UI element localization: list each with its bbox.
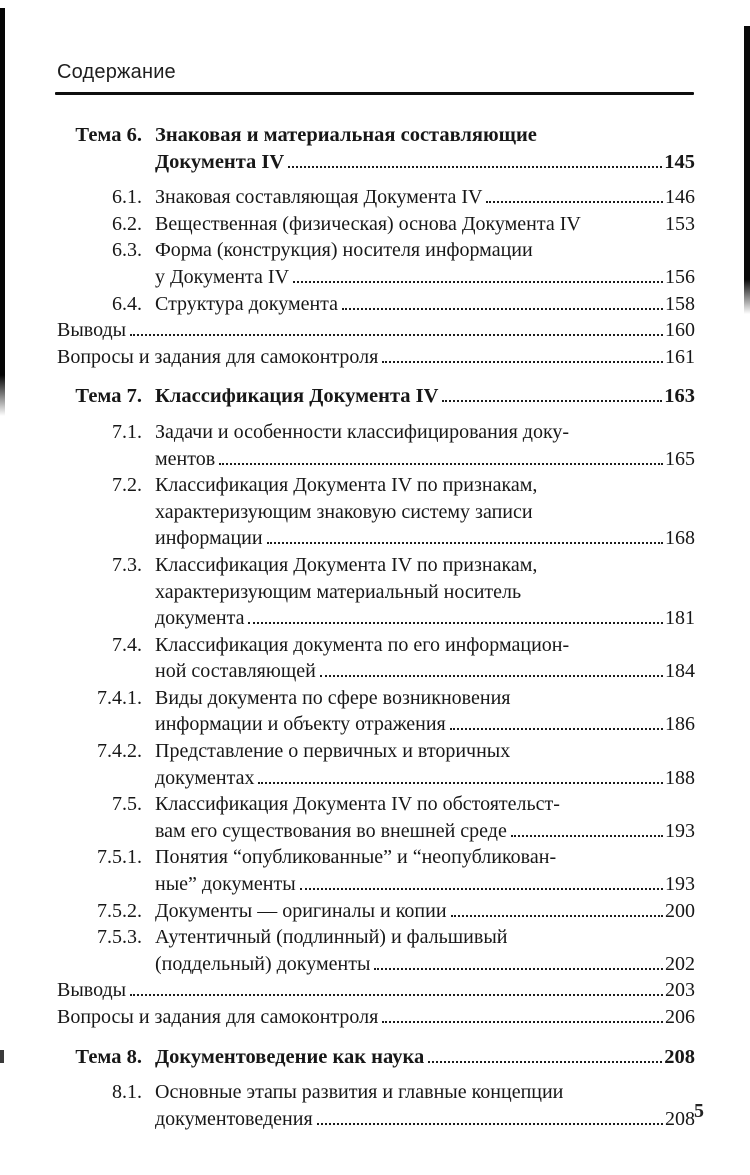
toc-entry-line: [155, 291, 695, 318]
toc-entry-label: 7.5.3.: [97, 926, 142, 949]
toc-entry-label: Тема 6.: [75, 124, 142, 146]
toc-entry-text: информации: [155, 527, 263, 550]
dot-leader: [451, 915, 663, 917]
toc-entry-text: Знаковая составляющая Документа IV: [155, 186, 483, 209]
toc-entry-line: [155, 122, 695, 149]
toc-entry-label: 7.4.1.: [97, 686, 142, 709]
toc-entry: [57, 1079, 695, 1132]
toc-entry-page: 146: [665, 186, 695, 209]
toc-entry: [57, 898, 695, 925]
toc-entry-line: [155, 924, 695, 951]
toc-entry-title: [155, 291, 695, 318]
dot-leader: [382, 361, 663, 363]
toc-entry-text: вам его существования во внешней среде: [155, 819, 507, 842]
toc-entry-line: [155, 818, 695, 845]
toc-entry-line: [155, 765, 695, 792]
dot-leader: [374, 968, 663, 970]
toc-entry-page: 202: [665, 952, 695, 975]
dot-leader: [130, 334, 663, 336]
toc-entry-line: [155, 844, 695, 871]
toc-entry-page: 200: [665, 899, 695, 922]
toc-entry-text: ные” документы: [155, 873, 296, 896]
toc-entry-label: 7.5.2.: [97, 899, 142, 922]
toc-entry: [57, 472, 695, 552]
toc-entry-text: Классификация Документа IV по признакам,: [155, 474, 538, 497]
toc-entry-page: 186: [665, 713, 695, 736]
toc-entry-line: [155, 791, 695, 818]
toc-entry: [57, 738, 695, 791]
toc-entry: [57, 383, 695, 410]
toc-entry-line: [155, 472, 695, 499]
toc-entry-text: документах: [155, 766, 255, 789]
toc-entry-text: характеризующим материальный носитель: [155, 580, 522, 603]
dot-leader: [511, 835, 663, 837]
toc-entry-text: Документа IV: [155, 150, 285, 173]
toc-entry-label: 8.1.: [112, 1081, 142, 1104]
toc-entry-title: [155, 1044, 695, 1071]
toc-entry-text: Вещественная (физическая) основа Документа IV: [155, 212, 581, 235]
toc-entry-title: [155, 791, 695, 844]
toc-entry-page: 165: [665, 447, 695, 470]
scan-edge-right-artifact: [744, 26, 750, 314]
toc-entry-line: [155, 499, 695, 526]
toc-entry-text: Классификация Документа IV по обстоятельст-: [155, 793, 560, 816]
toc-entry-text: (поддельный) документы: [155, 952, 371, 975]
toc-entry-title: [155, 184, 695, 211]
toc-entry-label: 7.4.2.: [97, 740, 142, 763]
toc-entry-text: ной составляющей: [155, 660, 316, 683]
toc-entry-title: [155, 924, 695, 977]
running-header: Содержание: [57, 61, 176, 83]
toc-entry: [57, 1044, 695, 1071]
toc-entry-line: [57, 344, 695, 371]
toc-entry-title: [155, 685, 695, 738]
toc-entry: [57, 419, 695, 472]
dot-leader: [248, 622, 663, 624]
toc-entry-text: Структура документа: [155, 292, 339, 315]
toc-entry-label: 7.1.: [112, 420, 142, 443]
toc-entry-text: Аутентичный (подлинный) и фальшивый: [155, 926, 508, 949]
toc-entry-page: 160: [665, 319, 695, 342]
toc-entry-line: [155, 149, 695, 176]
toc-entry-page: 193: [665, 819, 695, 842]
dot-leader: [300, 888, 663, 890]
dot-leader: [382, 1021, 663, 1023]
toc-entry-label: Тема 7.: [75, 385, 142, 408]
toc-entry-line: [155, 383, 695, 410]
toc-entry-text: документоведения: [155, 1107, 313, 1130]
toc-entry-page: 203: [665, 979, 695, 1002]
toc-entry-title: [155, 211, 695, 238]
toc-entry-title: [57, 1004, 695, 1031]
toc-entry-line: [57, 1004, 695, 1031]
toc-entry-text: ментов: [155, 447, 216, 470]
page-number: 5: [694, 1100, 704, 1122]
toc-entry-page: 206: [665, 1006, 695, 1028]
toc-entry-title: [57, 344, 695, 371]
dot-leader: [342, 308, 663, 310]
toc-entry: [57, 317, 695, 344]
toc-entry-text: Документоведение как наука: [155, 1045, 425, 1068]
toc-entry-page: 168: [665, 527, 695, 550]
toc-entry: [57, 791, 695, 844]
toc-entry-title: [155, 383, 695, 410]
dot-leader: [317, 1123, 663, 1125]
toc-entry: [57, 844, 695, 897]
toc-entry-line: [155, 211, 695, 238]
toc-entry-text: Вопросы и задания для самоконтроля: [57, 345, 379, 368]
toc-entry-page: 153: [665, 212, 695, 235]
toc-entry: [57, 237, 695, 290]
toc-entry-text: Знаковая и материальная составляющие: [155, 124, 537, 146]
toc-entry-line: [155, 632, 695, 659]
toc-entry-title: [155, 844, 695, 897]
toc-entry-text: Основные этапы развития и главные концепции: [155, 1081, 564, 1104]
toc-entry-line: [155, 685, 695, 712]
toc-entry-page: 158: [665, 292, 695, 315]
toc-entry-text: Классификация Документа IV: [155, 385, 439, 408]
toc-entry-text: Понятия “опубликованные” и “неопубликован-: [155, 846, 557, 869]
toc-entry-line: [155, 525, 695, 552]
toc-entry: [57, 924, 695, 977]
toc-entry: [57, 1004, 695, 1031]
dot-leader: [258, 782, 663, 784]
toc-entry-label: 6.3.: [112, 239, 142, 262]
toc-entry-title: [155, 738, 695, 791]
toc-entry-text: Задачи и особенности классифицирования доку-: [155, 420, 570, 443]
header-rule: [55, 92, 694, 95]
toc-entry-text: Выводы: [57, 979, 127, 1002]
toc-entry-page: 208: [665, 1107, 695, 1130]
toc-entry-title: [57, 317, 695, 344]
toc-entry: [57, 344, 695, 371]
toc-entry: [57, 211, 695, 238]
dot-leader: [288, 166, 662, 168]
toc-entry: [57, 552, 695, 632]
toc-entry-title: [155, 237, 695, 290]
toc-entry: [57, 685, 695, 738]
toc-entry-text: у Документа IV: [155, 265, 290, 288]
toc-entry-line: [155, 237, 695, 264]
toc-entry-title: [57, 977, 695, 1004]
toc-entry-line: [155, 871, 695, 898]
toc-entry-page: 208: [664, 1045, 695, 1068]
toc-entry-text: Классификация Документа IV по признакам,: [155, 553, 538, 576]
toc-entry-line: [155, 711, 695, 738]
toc-entry-page: 161: [665, 345, 695, 368]
toc-entry-page: 188: [665, 766, 695, 789]
toc-entry: [57, 122, 695, 175]
toc-entry-title: [155, 632, 695, 685]
toc-entry-label: 7.2.: [112, 474, 142, 497]
toc-entry-page: 181: [665, 607, 695, 630]
toc-entry-line: [155, 605, 695, 632]
dot-leader: [267, 542, 663, 544]
toc-entry-title: [155, 122, 695, 175]
dot-leader: [486, 201, 663, 203]
scan-edge-left-artifact: [0, 8, 5, 416]
dot-leader: [428, 1061, 662, 1063]
scan-edge-mark-artifact: [0, 1050, 4, 1063]
toc-entry: [57, 291, 695, 318]
toc-entry-line: [155, 579, 695, 606]
toc-entry-text: документа: [155, 607, 245, 630]
toc-entry-title: [155, 552, 695, 632]
toc-entry-text: информации и объекту отражения: [155, 713, 446, 736]
dot-leader: [450, 728, 663, 730]
toc-entry-title: [155, 419, 695, 472]
toc-entry-line: [155, 184, 695, 211]
toc-entry-label: 6.4.: [112, 292, 142, 315]
toc-entry-page: 163: [664, 385, 695, 408]
toc-entry-line: [155, 658, 695, 685]
toc-entry-label: 7.5.: [112, 793, 142, 816]
toc-entry-text: Классификация документа по его информацион-: [155, 633, 570, 656]
toc-entry-label: 7.4.: [112, 633, 142, 656]
toc-entry-title: [155, 898, 695, 925]
toc-entry-text: Вопросы и задания для самоконтроля: [57, 1006, 379, 1028]
toc-list: [57, 109, 695, 1132]
dot-leader: [320, 675, 663, 677]
toc-entry-line: [155, 1106, 695, 1133]
toc-entry-label: Тема 8.: [75, 1045, 142, 1068]
dot-leader: [442, 400, 662, 402]
toc-entry-line: [155, 419, 695, 446]
toc-entry-page: 145: [664, 150, 695, 173]
toc-entry-label: 7.3.: [112, 553, 142, 576]
toc-entry-line: [155, 552, 695, 579]
toc-entry-text: Представление о первичных и вторичных: [155, 740, 511, 763]
toc-entry-line: [155, 898, 695, 925]
toc-entry-label: 6.1.: [112, 186, 142, 209]
toc-entry: [57, 977, 695, 1004]
toc-entry-line: [57, 317, 695, 344]
toc-entry-line: [155, 951, 695, 978]
toc-entry: [57, 632, 695, 685]
toc-entry-text: Форма (конструкция) носителя информации: [155, 239, 533, 262]
toc-entry-page: 156: [665, 265, 695, 288]
dot-leader: [219, 463, 663, 465]
toc-entry-page: 184: [665, 660, 695, 683]
toc-entry-title: [155, 472, 695, 552]
toc-entry-line: [155, 738, 695, 765]
toc-entry-text: характеризующим знаковую систему записи: [155, 500, 533, 523]
toc-entry-text: Документы — оригиналы и копии: [155, 899, 447, 922]
toc-entry-title: [155, 1079, 695, 1132]
dot-leader: [293, 281, 663, 283]
toc-entry-page: 193: [665, 873, 695, 896]
toc-entry-line: [155, 1079, 695, 1106]
toc-entry-line: [155, 446, 695, 473]
toc-entry-line: [155, 1044, 695, 1071]
dot-leader: [130, 994, 663, 996]
toc-entry-line: [57, 977, 695, 1004]
toc-entry-label: 7.5.1.: [97, 846, 142, 869]
toc-entry-text: Виды документа по сфере возникновения: [155, 686, 511, 709]
toc-entry: [57, 184, 695, 211]
toc-entry-line: [155, 264, 695, 291]
toc-entry-label: 6.2.: [112, 212, 142, 235]
toc-entry-text: Выводы: [57, 319, 127, 342]
